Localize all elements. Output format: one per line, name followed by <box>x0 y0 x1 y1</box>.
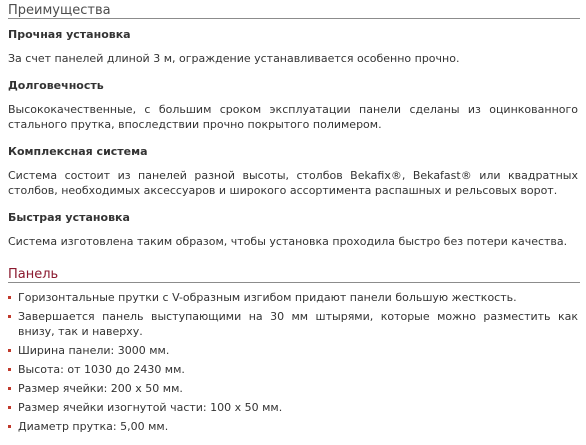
bullet-icon <box>8 296 11 299</box>
feature-title: Комплексная система <box>8 145 148 158</box>
advantages-header: Преимущества <box>8 3 580 19</box>
list-item-text: Завершается панель выступающими на 30 мм штырями, которые можно разместить как внизу, так и наверху. <box>18 310 578 338</box>
list-item-text: Горизонтальные прутки с V-образным изгибом придают панели большую жесткость. <box>18 291 517 304</box>
feature-title: Прочная установка <box>8 28 131 41</box>
bullet-icon <box>8 315 11 318</box>
list-item-text: Размер ячейки изогнутой части: 100 х 50 мм. <box>18 401 283 414</box>
list-item <box>8 419 580 434</box>
list-item <box>8 309 580 339</box>
advantages-list <box>8 28 580 249</box>
list-item-text: Высота: от 1030 до 2430 мм. <box>18 363 185 376</box>
feature-text: Высококачественные, с большим сроком эксплуатации панели сделаны из оцинкованного стального прутка, впоследствии прочно покрытого полимером. <box>8 103 578 131</box>
panel-header: Панель <box>8 267 580 283</box>
feature-text: За счет панелей длиной 3 м, ограждение устанавливается особенно прочно. <box>8 52 460 65</box>
feature-title: Быстрая установка <box>8 211 130 224</box>
feature-text: Система состоит из панелей разной высоты, столбов Bekafix®, Bekafast® или квадратных столбов, необходимых аксессуаров и широкого ассортимента распашных и рельсовых ворот. <box>8 169 578 197</box>
list-item-text: Ширина панели: 3000 мм. <box>18 344 170 357</box>
feature-block <box>8 211 580 249</box>
feature-title: Долговечность <box>8 79 104 92</box>
feature-block <box>8 79 580 132</box>
list-item <box>8 362 580 377</box>
bullet-icon <box>8 368 11 371</box>
bullet-icon <box>8 406 11 409</box>
list-item <box>8 290 580 305</box>
list-item-text: Диаметр прутка: 5,00 мм. <box>18 420 169 433</box>
list-item-text: Размер ячейки: 200 х 50 мм. <box>18 382 183 395</box>
feature-block <box>8 145 580 198</box>
bullet-icon <box>8 387 11 390</box>
panel-spec-list <box>8 290 580 434</box>
bullet-icon <box>8 425 11 428</box>
list-item <box>8 343 580 358</box>
feature-text: Система изготовлена таким образом, чтобы установка проходила быстро без потери качества. <box>8 235 568 248</box>
list-item <box>8 381 580 396</box>
feature-block <box>8 28 580 66</box>
bullet-icon <box>8 349 11 352</box>
list-item <box>8 400 580 415</box>
